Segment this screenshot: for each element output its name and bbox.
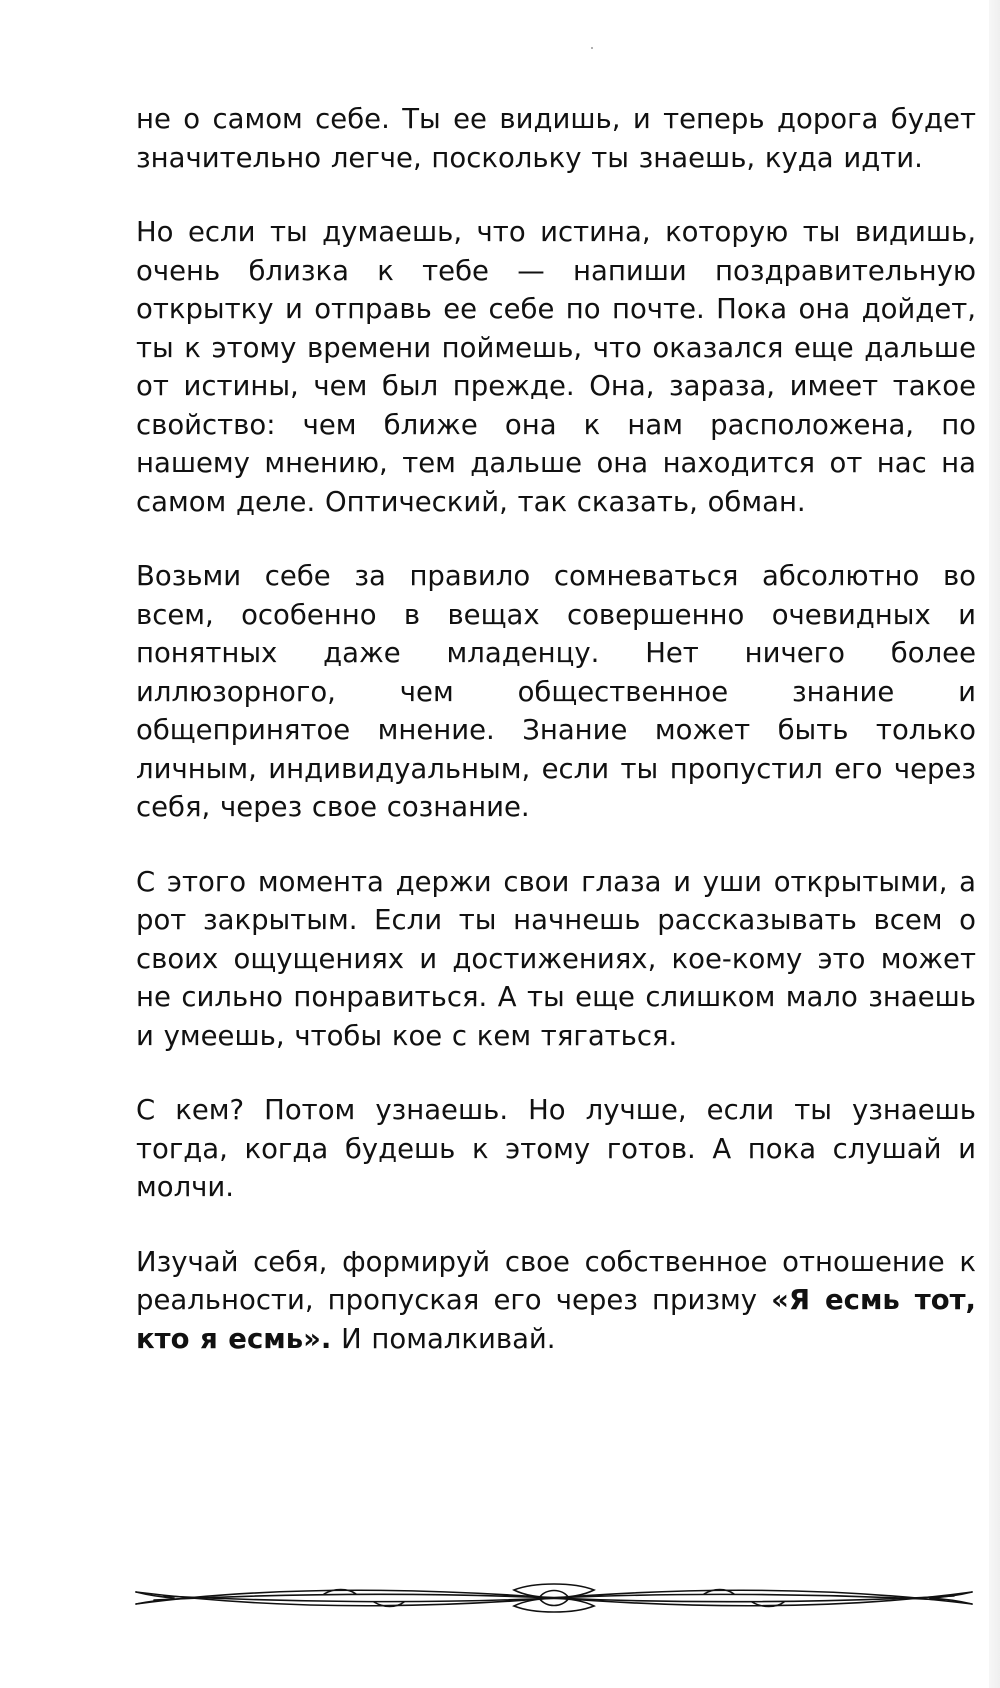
paragraph-6: [136, 1243, 976, 1359]
paragraph-6-ending: И помалкивай.: [331, 1322, 556, 1355]
page-edge-shadow: [989, 0, 1000, 1688]
paragraph-4: С этого момента держи свои глаза и уши открытыми, а рот закрытым. Если ты начнешь рассказывать всем о своих ощущениях и достижениях, кое-кому это может не сильно понравиться. А ты еще слишком мало знаешь и умеешь, чтобы кое с кем тягаться.: [136, 865, 976, 1052]
decorative-swirl-divider-icon: [134, 1578, 974, 1618]
paragraph-5: С кем? Потом узнаешь. Но лучше, если ты узнаешь тогда, когда будешь к этому готов. А пока слушай и молчи.: [136, 1094, 976, 1203]
paragraph-2: Но если ты думаешь, что истина, которую ты видишь, очень близка к тебе — напиши поздравительную открытку и отправь ее себе по почте. Пока она дойдет, ты к этому времени поймешь, что оказался еще дальше от истины, чем был прежде. Она, зараза, имеет такое свойство: чем ближе она к нам расположена, по нашему мнению, тем дальше она находится от нас на самом деле. Оптический, так сказать, обман.: [136, 216, 976, 518]
quote-emphasis: «Я есмь тот, кто я есмь».: [136, 1284, 976, 1355]
page-body: [136, 100, 976, 1394]
paragraph-6-text: Изучай себя, формируй свое собственное отношение к реальности, пропуская его через призму: [136, 1245, 976, 1316]
paragraph-1: не о самом себе. Ты ее видишь, и теперь дорога будет значительно легче, поскольку ты знаешь, куда идти.: [136, 103, 976, 174]
paragraph-3: Возьми себе за правило сомневаться абсолютно во всем, особенно в вещах совершенно очевидных и понятных даже младенцу. Нет ничего более иллюзорного, чем общественное знание и общепринятое мнение. Знание может быть только личным, индивидуальным, если ты пропустил его через себя, через свое сознание.: [136, 560, 976, 823]
scan-speck: [591, 47, 593, 49]
